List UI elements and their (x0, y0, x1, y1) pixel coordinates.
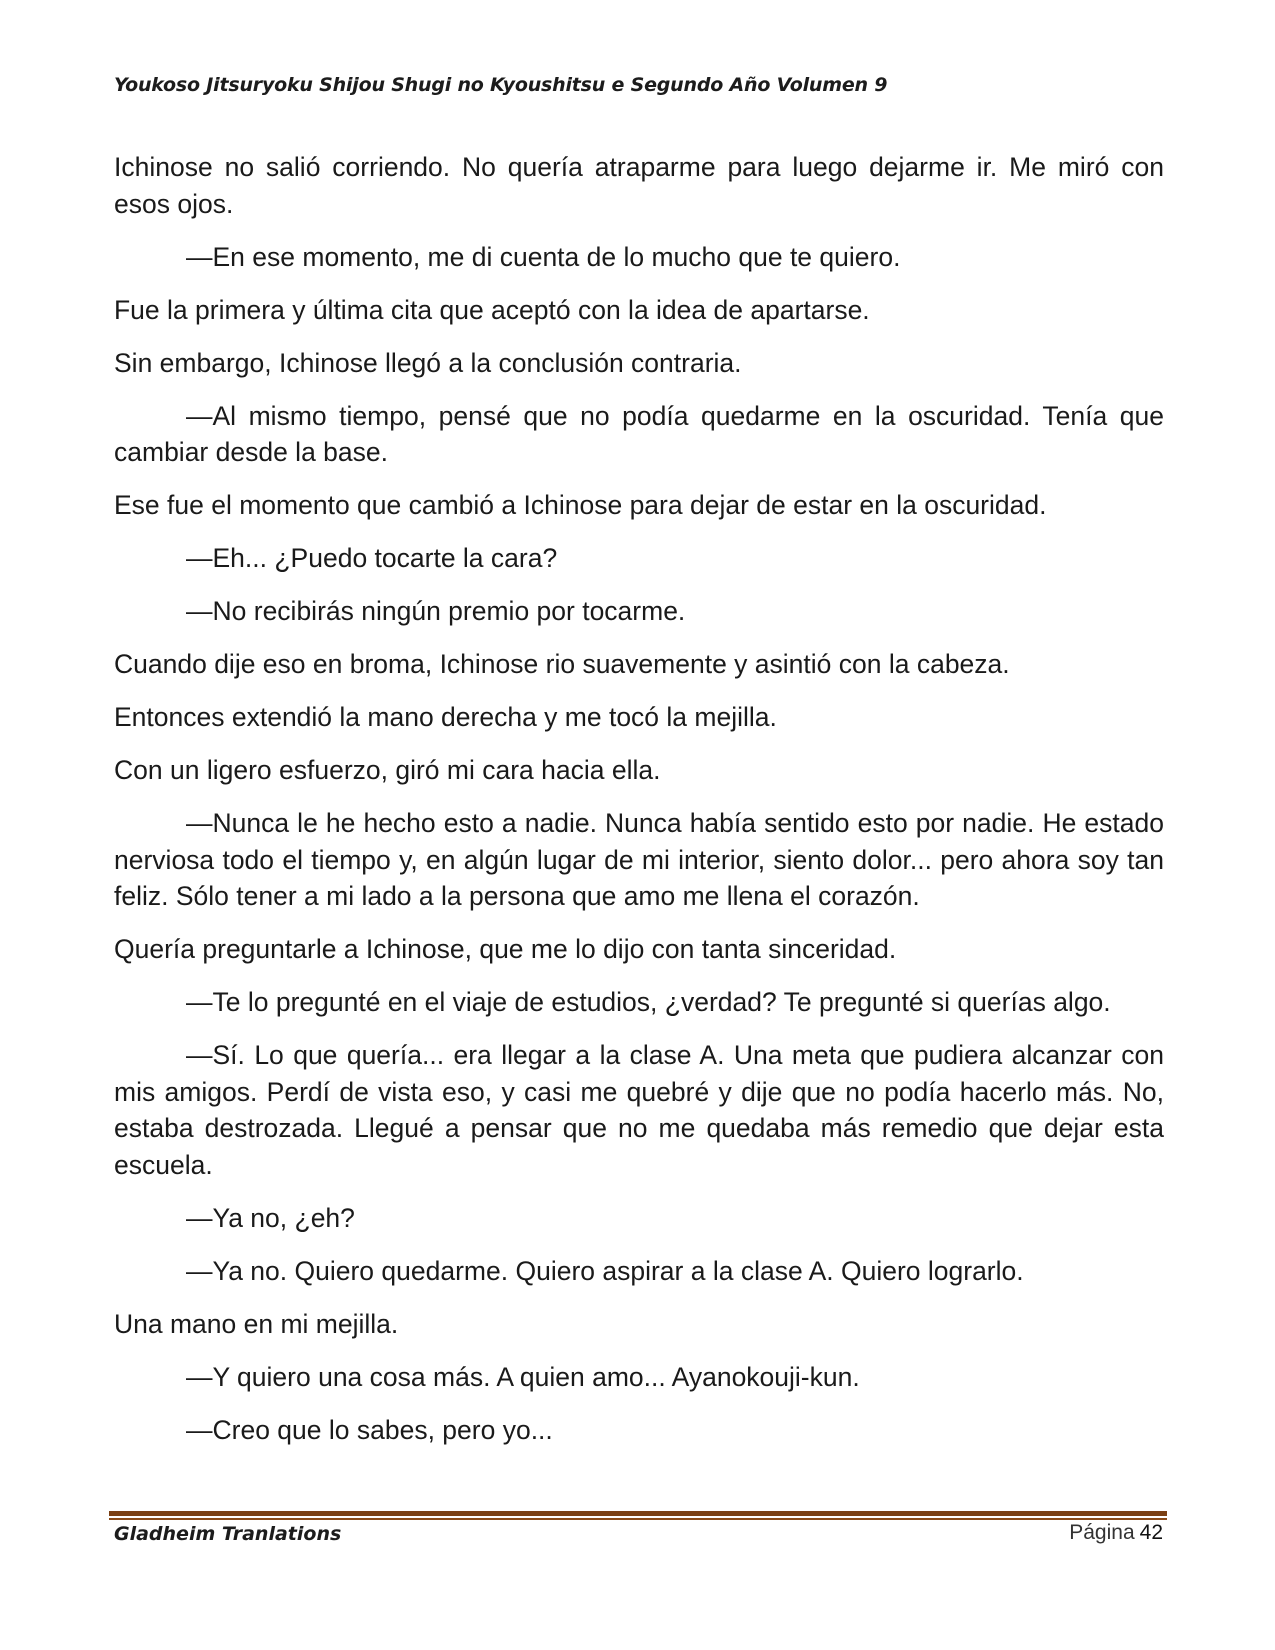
dialogue-line: —Ya no. Quiero quedarme. Quiero aspirar a la clase A. Quiero lograrlo. (186, 1255, 1024, 1286)
paragraph: Ese fue el momento que cambió a Ichinose para dejar de estar en la oscuridad. (114, 490, 1047, 520)
paragraph: Fue la primera y última cita que aceptó con la idea de apartarse. (114, 294, 870, 325)
paragraph: Cuando dije eso en broma, Ichinose rio suavemente y asintió con la cabeza. (114, 649, 1010, 679)
paragraph: Una mano en mi mejilla. (114, 1308, 399, 1339)
paragraph: Con un ligero esfuerzo, giró mi cara hacia ella. (114, 755, 661, 785)
page-label: Página (1069, 1521, 1135, 1544)
dialogue-line: —Sí. Lo que quería... era llegar a la clase A. Una meta que pudiera alcanzar con mis amigos. Perdí de vista eso, y casi me quebré y dije que no podía hacerlo más. No, estaba destrozada. Llegué a pensar que no me quedaba más remedio que dejar esta escuela. (114, 1040, 1164, 1180)
paragraph: Sin embargo, Ichinose llegó a la conclusión contraria. (114, 347, 742, 378)
dialogue-line: —En ese momento, me di cuenta de lo mucho que te quiero. (186, 241, 901, 272)
paragraph: Ichinose no salió corriendo. No quería atraparme para luego dejarme ir. Me miró con esos ojos. (114, 152, 1164, 219)
dialogue-line: —Creo que lo sabes, pero yo... (186, 1414, 553, 1445)
dialogue-line: —Al mismo tiempo, pensé que no podía quedarme en la oscuridad. Tenía que cambiar desde la base. (114, 400, 1164, 467)
chapter-body (114, 149, 1164, 1465)
dialogue-line: —Eh... ¿Puedo tocarte la cara? (186, 543, 558, 573)
dialogue-line: —Te lo pregunté en el viaje de estudios, ¿verdad? Te pregunté si querías algo. (186, 987, 1111, 1017)
dialogue-line: —Y quiero una cosa más. A quien amo... Ayanokouji-kun. (186, 1361, 860, 1392)
running-header: Youkoso Jitsuryoku Shijou Shugi no Kyoushitsu e Segundo Año Volumen 9 (114, 74, 888, 96)
dialogue-line: —Nunca le he hecho esto a nadie. Nunca había sentido esto por nadie. He estado nerviosa todo el tiempo y, en algún lugar de mi interior, siento dolor... pero ahora soy tan feliz. Sólo tener a mi lado a la persona que amo me llena el corazón. (114, 808, 1164, 911)
page-number: 42 (1139, 1521, 1163, 1544)
footer-divider (109, 1511, 1167, 1520)
dialogue-line: —Ya no, ¿eh? (186, 1202, 355, 1233)
paragraph: Entonces extendió la mano derecha y me tocó la mejilla. (114, 702, 777, 732)
footer-translator-credit: Gladheim Tranlations (114, 1523, 342, 1545)
dialogue-line: —No recibirás ningún premio por tocarme. (186, 596, 686, 626)
footer-divider-thick (109, 1511, 1167, 1516)
footer-divider-thin (109, 1518, 1167, 1520)
paragraph: Quería preguntarle a Ichinose, que me lo dijo con tanta sinceridad. (114, 934, 897, 964)
page-number-block (1069, 1521, 1163, 1545)
